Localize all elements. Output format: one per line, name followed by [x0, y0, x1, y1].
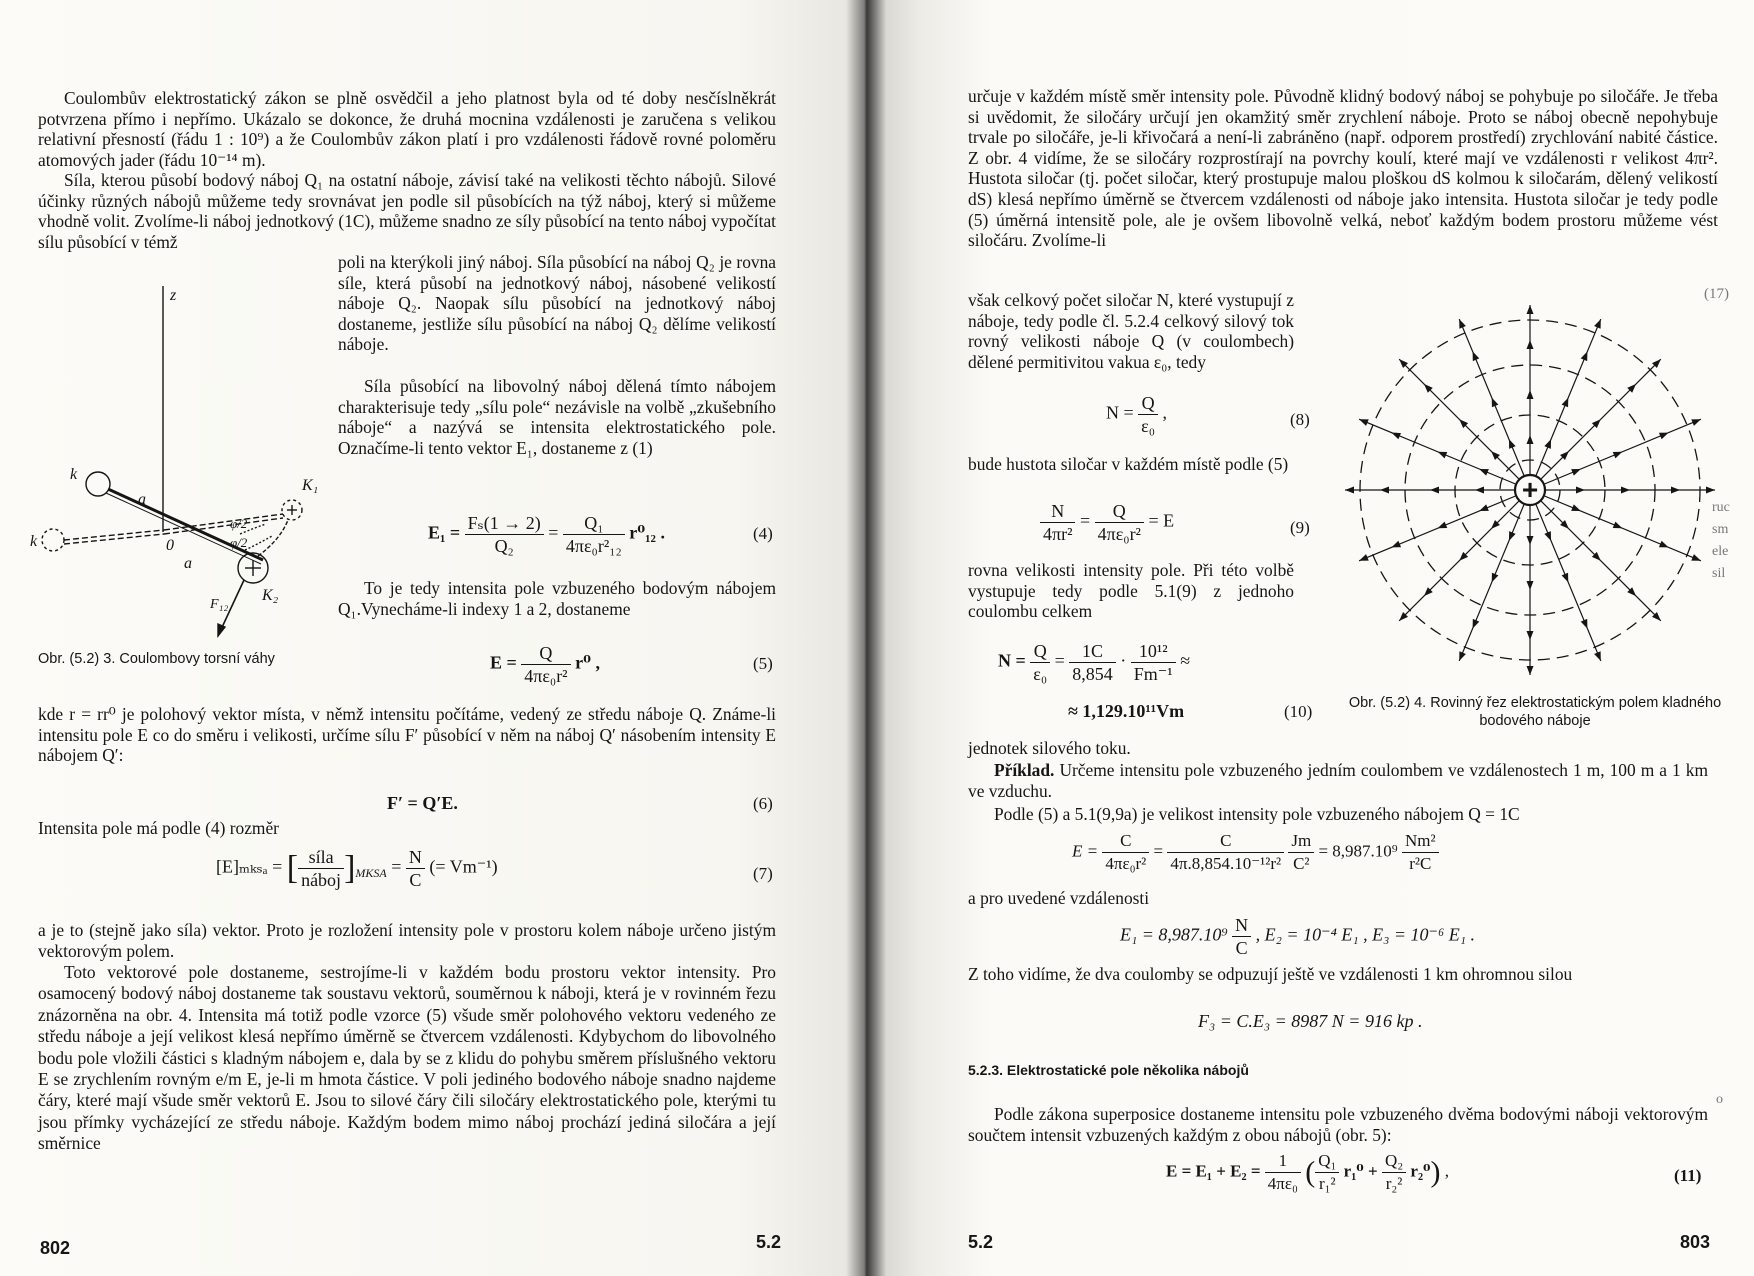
left-page-section: 5.2 — [756, 1232, 782, 1252]
field-arrow-1-3 — [1671, 487, 1680, 494]
figure-4-caption: Obr. (5.2) 4. Rovinný řez elektrostatickým polem kladného bodového náboje — [1348, 695, 1722, 729]
left-paragraph-2b: poli na kterýkoli jiný náboj. Síla působící na náboj Q₂ je rovna síle, která působí na jednotkový náboj, násobené velikostí náboje Q₂. Naopak sílu působící na jednotkový náboj dostaneme, jestliže sílu působící na náboj Q₂ dělíme velikostí náboje. — [338, 252, 776, 355]
eq10-lhs: N = — [998, 650, 1026, 671]
fig3-label-k2: K₂ — [262, 587, 279, 604]
figure-radial-field — [1340, 300, 1720, 680]
equation-7-number: (7) — [753, 864, 773, 883]
equation-8 — [1106, 392, 1167, 437]
field-arrow-13-3 — [1527, 340, 1534, 349]
field-arrow-10-2 — [1438, 452, 1448, 459]
eq7-den1: náboj — [301, 870, 342, 890]
right-paragraph-1: určuje v každém místě směr intensity pole. Původně klidný bodový náboj se pohybuje po siločáře. Je třeba si uvědomit, že siločáry určují jen okamžitý směr zrychlení náboje. Proto se náboj obecně nepohybuje trvale po siločáře, je-li křivočará a není-li zabráněno (např. odporem prostředí) zrychlování nabité částice. Z obr. 4 vidíme, že se siločáry rozprostírají na povrchy koulí, které mají ve vzdálenosti r velikost 4πr². Hustota siločar (tj. počet siločar, který prostupuje malou ploškou dS kolmou k siločarám, dělený velikostí dS) klesá nepřímo úměrně se čtvercem vzdálenosti od náboje jako intensita. Hustota siločar je tedy podle (5) úměrná intensitě pole, ale je ovšem libovolně velká, neboť každým bodem prostoru můžeme vést siločáru. Zvolíme-li — [968, 86, 1718, 251]
book-gutter — [846, 0, 886, 1276]
fig3-label-k1: K₁ — [302, 477, 319, 494]
eq7-num2: N — [406, 846, 425, 869]
eq8-den: ε₀ — [1141, 416, 1155, 436]
eq10-den1: ε₀ — [1033, 664, 1048, 684]
field-arrow-16-3 — [1659, 433, 1669, 440]
eq-ex-num2: C — [1167, 830, 1284, 853]
equation-9 — [1040, 500, 1174, 545]
field-arrow-16-2 — [1613, 452, 1623, 459]
eq10-tail: ≈ — [1180, 650, 1191, 671]
bleed-text-d: ele — [1712, 544, 1729, 559]
left-paragraph-8: Toto vektorové pole dostaneme, sestrojíme-li v každém bodu prostoru vektor intensity. Pro osamocený bodový náboj dostaneme tak soustavu vektorů, souměrnou k náboji, která je v rovinném řezu znázorněna na obr. 4. Intensita má totiž podle vzorce (5) všude směr polohového vektoru vedeného ze středu náboje a její velikost klesá nepřímo úměrně se čtvercem vzdálenosti. Kdybychom do libovolného bodu pole vložili částici s kladným nábojem e, dala by se z klidu do pohybu směrem příslušného vektoru E se zrychlením rovným e/m E, je-li m hmota částice. V poli jediného bodového náboje snadno najdeme čáry, které mají všude směr vektorů E. Jsou to silové čáry čili siločáry elektrostatického pole, kterými tu jsou přímky vycházející ze středu náboje. Každým bodem mimo náboj prochází jediná siločára a její směrnice — [38, 962, 776, 1154]
fig3-label-force: F₁₂ — [210, 597, 229, 612]
field-arrow-2-2 — [1613, 522, 1623, 529]
left-paragraph-6: Intensita pole má podle (4) rozměr — [38, 818, 279, 838]
figure-coulomb-torsion-balance — [30, 278, 340, 638]
field-arrow-14-4 — [1594, 319, 1601, 329]
left-paragraph-3: Síla působící na libovolný náboj dělená tímto nábojem charakterisuje tedy „sílu pole“ nezávisle na volbě „zkušebního náboje“ a nazývá se intensita elektrostatického pole. Označíme-li tento vektor E₁, dostaneme z (1) — [338, 376, 776, 458]
right-paragraph-4: rovna velikosti intensity pole. Při této volbě vystupuje tedy podle 5.1(9) z jednoho coulombu celkem — [968, 560, 1294, 622]
equation-5 — [490, 642, 600, 687]
eq8-tail: , — [1162, 402, 1167, 423]
field-arrow-13-2 — [1527, 390, 1534, 399]
fig3-label-z: z — [170, 287, 177, 304]
example-label: Příklad. — [994, 760, 1055, 780]
field-arrow-4-2 — [1562, 573, 1569, 583]
right-paragraph-2: však celkový počet siločar N, které vystupují z náboje, tedy podle čl. 5.2.4 celkový silový tok rovný velikosti náboje Q (v coulombech) dělené permitivitou vakua ε₀, tedy — [968, 290, 1294, 372]
bleed-text-c: sm — [1712, 522, 1729, 537]
eq8-lhs: N = — [1106, 402, 1134, 423]
eq12-den: C — [1235, 938, 1248, 958]
field-arrow-10-4 — [1359, 419, 1369, 426]
eq7-lhs: [E]ₘₖₛₐ = — [216, 856, 283, 877]
eq11-lhs: E = E₁ + E₂ = — [1166, 1161, 1261, 1181]
bleed-text-a: (17) — [1704, 286, 1729, 302]
right-paragraph-7: Podle (5) a 5.1(9,9a) je velikost intensity pole vzbuzeného nábojem Q = 1C — [994, 804, 1520, 824]
field-arrow-6-4 — [1459, 651, 1466, 661]
eq9-den2: 4πε₀r² — [1097, 524, 1141, 544]
figure-3-caption: Obr. (5.2) 3. Coulombovy torsní váhy — [38, 651, 275, 667]
equation-7: [E]ₘₖₛₐ = [ $\frac{\text{síla}}{\text{náboj}}$ ]$_{MKSA}$ = $\frac{N}{C}$ (= Vm⁻¹) — [216, 847, 498, 890]
eq5-tail: r⁰ , — [575, 652, 600, 673]
field-arrow-8-4 — [1359, 554, 1369, 561]
field-arrow-1-4 — [1706, 487, 1715, 494]
eq-ex-den2: 4π.8,854.10⁻¹²r² — [1170, 854, 1282, 873]
eq-ex-lhs: E = — [1072, 841, 1099, 861]
field-arrow-5-3 — [1527, 631, 1534, 640]
eq4-eq: = — [548, 522, 559, 543]
field-arrow-2-4 — [1691, 554, 1701, 561]
eq11-t1: r₁⁰ + — [1343, 1161, 1378, 1181]
eq10-den3: Fm⁻¹ — [1133, 664, 1173, 684]
equation-example-intensity — [1072, 830, 1439, 875]
eq4-den2: 4πε₀r²₁₂ — [565, 536, 622, 556]
eq10-eq: = — [1054, 650, 1065, 671]
field-arrow-8-2 — [1438, 522, 1448, 529]
right-paragraph-6 — [968, 760, 1708, 801]
eq10-den2: 8,854 — [1072, 664, 1113, 684]
eq10-num3: 10¹² — [1131, 640, 1176, 663]
right-page-section: 5.2 — [968, 1232, 994, 1252]
eq7-den2: C — [409, 870, 422, 890]
left-paragraph-7: a je to (stejně jako síla) vektor. Proto je rozložení intensity pole v prostoru kolem náboje určeno jistým vektorovým polem. — [38, 920, 776, 961]
field-arrow-2-3 — [1659, 541, 1669, 548]
field-arrow-9-1 — [1475, 487, 1484, 494]
equation-6-number: (6) — [753, 794, 773, 813]
eq9-num1: N — [1040, 500, 1075, 523]
field-arrow-10-1 — [1479, 469, 1489, 476]
eq9-den1: 4πr² — [1043, 524, 1073, 544]
eq-ex-num1: C — [1102, 830, 1149, 853]
equation-8-number: (8) — [1290, 410, 1310, 429]
field-arrow-12-3 — [1473, 351, 1480, 361]
eq-ex-eq: = — [1153, 841, 1164, 861]
bleed-text-b: ruc — [1712, 500, 1730, 515]
eq8-num: Q — [1138, 392, 1158, 415]
equation-11: E = E₁ + E₂ = $\frac{1}{\text{4πε₀}}$ ( $\frac{\text{Q₁}}{\text{r₁²}}$ r₁⁰ + $\frac{\text{Q₂}}{\text{r₂²}}$ r₂⁰) , — [1166, 1151, 1449, 1193]
section-5-2-3-heading: 5.2.3. Elektrostatické pole několika nábojů — [968, 1062, 1249, 1078]
eq11-num3: Q₂ — [1382, 1150, 1406, 1173]
field-arrow-6-1 — [1509, 531, 1516, 541]
equation-4-number: (4) — [753, 524, 773, 543]
field-arrow-9-3 — [1380, 487, 1389, 494]
bleed-text-e: sil — [1712, 566, 1726, 581]
field-arrow-1-2 — [1621, 487, 1630, 494]
eq12-b: , E₂ = 10⁻⁴ E₁ , E₃ = 10⁻⁶ E₁ . — [1255, 924, 1475, 945]
left-paragraph-4: To je tedy intensita pole vzbuzeného bodovým nábojem Q₁.Vynecháme-li indexy 1 a 2, dostaneme — [338, 578, 776, 619]
eq-ex-den4: r²C — [1409, 854, 1432, 873]
example-text: Určeme intensitu pole vzbuzeného jedním coulombem ve vzdálenostech 1 m, 100 m a 1 km ve vzduchu. — [968, 760, 1708, 801]
positive-charge-sign: + — [1521, 474, 1539, 505]
fig3-label-k-dashed: k — [30, 533, 38, 550]
eq7-sub: MKSA — [355, 866, 387, 881]
right-paragraph-8: a pro uvedené vzdálenosti — [968, 888, 1150, 908]
field-arrow-14-3 — [1581, 351, 1588, 361]
eq4-num2: Q₁ — [563, 512, 625, 535]
field-arrow-13-4 — [1527, 305, 1534, 314]
equation-10b: ≈ 1,129.10¹¹Vm — [1068, 701, 1185, 721]
eq5-num: Q — [521, 642, 570, 665]
field-arrow-14-2 — [1562, 398, 1569, 408]
field-arrow-12-4 — [1459, 319, 1466, 329]
field-arrow-12-2 — [1492, 398, 1499, 408]
eq9-num2: Q — [1095, 500, 1144, 523]
fig3-label-phi-1: φ/2 — [230, 516, 248, 531]
eq11-num2: Q₁ — [1315, 1150, 1339, 1173]
eq11-den3: r₂² — [1385, 1174, 1403, 1193]
eq-ex-num4: Nm² — [1402, 830, 1439, 853]
left-paragraph-5: kde r = rr⁰ je polohový vektor místa, v němž intensitu počítáme, vedený ze středu náboje Q. Známe-li intensitu pole E co do směru i velikosti, určíme sílu F′ působící v něm na náboj Q′ násobením intensity E nábojem Q′: — [38, 704, 776, 766]
right-paragraph-9: Z toho vidíme, že dva coulomby se odpuzují ještě ve vzdálenosti 1 km ohromnou silou — [968, 964, 1573, 984]
eq11-t2: r₂⁰ — [1410, 1161, 1431, 1181]
field-arrow-6-2 — [1492, 573, 1499, 583]
fig3-label-a-upper: a — [138, 491, 146, 508]
fig3-label-zero: 0 — [166, 537, 174, 554]
eq11-den1: 4πε₀ — [1267, 1174, 1298, 1193]
field-arrow-5-4 — [1527, 666, 1534, 675]
field-arrow-4-4 — [1594, 651, 1601, 661]
eq10-dot: · — [1120, 650, 1127, 671]
eq7-tail: (= Vm⁻¹) — [429, 856, 498, 877]
field-arrow-16-4 — [1691, 419, 1701, 426]
field-arrow-2-1 — [1571, 504, 1581, 511]
field-arrow-8-3 — [1391, 541, 1401, 548]
eq-ex-mid: = 8,987.10⁹ — [1318, 841, 1398, 861]
eq4-den1: Q₂ — [494, 536, 514, 556]
eq9-tail: = E — [1148, 510, 1175, 531]
field-arrow-12-1 — [1509, 439, 1516, 449]
equation-10-number: (10) — [1284, 702, 1313, 721]
eq-ex-den3: C² — [1293, 854, 1310, 873]
fig3-label-phi-2: φ/2 — [230, 535, 248, 550]
eq12-num: N — [1232, 914, 1251, 937]
field-arrow-16-1 — [1571, 469, 1581, 476]
equation-11-number: (11) — [1674, 1166, 1702, 1185]
right-paragraph-3: bude hustota siločar v každém místě podle (5) — [968, 454, 1289, 474]
field-arrow-5-1 — [1527, 536, 1534, 545]
eq12-a: E₁ = 8,987.10⁹ — [1120, 924, 1228, 945]
eq10-num1: Q — [1030, 640, 1050, 663]
field-arrow-5-2 — [1527, 581, 1534, 590]
equation-force-1km: F₃ = C.E₃ = 8987 N = 916 kp . — [1198, 1011, 1423, 1031]
left-paragraph-1: Coulombův elektrostatický zákon se plně osvědčil a jeho platnost byla od té doby nesčíslněkrát potvrzena přímo i nepřímo. Ukázalo se dokonce, že druhá mocnina vzdálenosti je zaručena s velikou relativní přesností (řádu 1 : 10⁹) a že Coulombův zákon platí i pro vzdálenosti řádově rovné poloměru atomových jader (řádu 10⁻¹⁴ m). — [38, 88, 776, 170]
equation-9-number: (9) — [1290, 518, 1310, 537]
eq-ex-den1: 4πε₀r² — [1105, 854, 1147, 873]
field-arrow-4-3 — [1581, 619, 1588, 629]
field-arrow-1-1 — [1576, 487, 1585, 494]
equation-distances — [1120, 914, 1475, 959]
field-arrow-9-4 — [1345, 487, 1354, 494]
left-page-number: 802 — [40, 1238, 71, 1258]
eq11-num1: 1 — [1265, 1150, 1301, 1173]
equation-10a — [998, 640, 1190, 685]
eq10-num2: 1C — [1069, 640, 1116, 663]
right-paragraph-5: jednotek silového toku. — [968, 738, 1131, 758]
equation-6: F′ = Q′E. — [387, 793, 458, 813]
eq7-eq: = — [391, 856, 402, 877]
field-arrow-13-1 — [1527, 435, 1534, 444]
equation-5-number: (5) — [753, 654, 773, 673]
eq5-lhs: E = — [490, 652, 517, 673]
field-arrow-14-1 — [1544, 439, 1551, 449]
field-arrow-8-1 — [1479, 504, 1489, 511]
field-arrow-9-2 — [1430, 487, 1439, 494]
field-arrow-10-3 — [1391, 433, 1401, 440]
eq11-den2: r₁² — [1318, 1174, 1336, 1193]
eq4-lhs: E₁ = — [428, 522, 461, 543]
right-paragraph-10: Podle zákona superposice dostaneme intensitu pole vzbuzeného dvěma bodovými náboji vektorovým součtem intensit vzbuzených každým z obou nábojů (obr. 5): — [968, 1104, 1708, 1145]
eq-ex-num3: Jm — [1288, 830, 1314, 853]
fig3-label-a-lower: a — [184, 555, 192, 572]
field-arrow-4-1 — [1544, 531, 1551, 541]
right-page-number: 803 — [1680, 1232, 1711, 1252]
fig3-label-k: k — [70, 466, 78, 483]
left-paragraph-2: Síla, kterou působí bodový náboj Q₁ na ostatní náboje, závisí také na velikosti těchto nábojů. Silové účinky různých nábojů můžeme tedy srovnávat jen podle sil působících na týž náboj, který si můžeme vhodně volit. Zvolíme-li náboj jednotkový (1C), můžeme snadno ze síly působící na tento náboj vypočítat sílu působící v témž — [38, 170, 776, 252]
eq4-tail: r⁰₁₂ . — [629, 522, 665, 543]
equation-4 — [428, 512, 665, 557]
eq7-num1: síla — [298, 846, 344, 869]
eq5-den: 4πε₀r² — [524, 666, 568, 686]
bleed-text-g: o — [1716, 1092, 1723, 1107]
eq9-eq: = — [1079, 510, 1091, 531]
field-arrow-6-3 — [1473, 619, 1480, 629]
eq4-num1: Fₛ(1 → 2) — [465, 512, 544, 535]
